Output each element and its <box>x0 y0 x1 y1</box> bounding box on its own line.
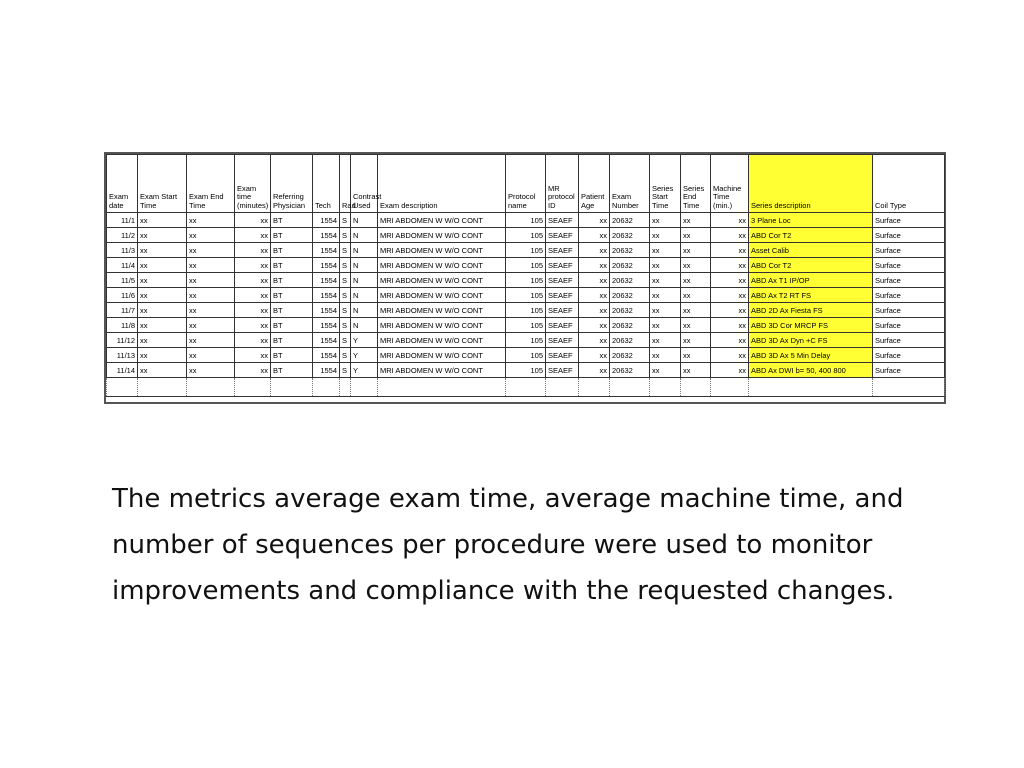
table-cell: BT <box>271 213 313 228</box>
table-cell: xx <box>187 258 235 273</box>
table-cell: xx <box>138 273 187 288</box>
empty-cell <box>271 378 313 397</box>
table-cell: 11/5 <box>107 273 138 288</box>
table-cell: 20632 <box>610 213 650 228</box>
table-cell: ABD 2D Ax Fiesta FS <box>749 303 873 318</box>
table-cell: Surface <box>873 303 945 318</box>
table-cell: xx <box>579 303 610 318</box>
table-cell: SEAEF <box>546 228 579 243</box>
table-cell: xx <box>681 288 711 303</box>
empty-cell <box>138 378 187 397</box>
table-row <box>107 258 945 273</box>
table-cell: xx <box>650 213 681 228</box>
column-header: Tech <box>313 155 340 213</box>
table-cell: xx <box>579 288 610 303</box>
table-cell: 11/3 <box>107 243 138 258</box>
table-cell: S <box>340 243 351 258</box>
empty-cell <box>873 378 945 397</box>
column-header: Machine Time (min.) <box>711 155 749 213</box>
table-cell: 11/8 <box>107 318 138 333</box>
table-cell: 11/7 <box>107 303 138 318</box>
column-header: Exam date <box>107 155 138 213</box>
table-cell: 11/14 <box>107 363 138 378</box>
table-cell: xx <box>187 363 235 378</box>
table-cell: xx <box>650 303 681 318</box>
table-cell: N <box>351 258 378 273</box>
table-cell: xx <box>681 348 711 363</box>
table-cell: xx <box>187 228 235 243</box>
table-cell: S <box>340 258 351 273</box>
table-cell: xx <box>681 243 711 258</box>
table-cell: MRI ABDOMEN W W/O CONT <box>378 303 506 318</box>
table-cell: xx <box>138 243 187 258</box>
table-cell: Asset Calib <box>749 243 873 258</box>
table-cell: Surface <box>873 243 945 258</box>
table-cell: Surface <box>873 333 945 348</box>
table-cell: 11/13 <box>107 348 138 363</box>
table-cell: xx <box>138 303 187 318</box>
table-cell: 20632 <box>610 288 650 303</box>
table-cell: xx <box>235 228 271 243</box>
table-cell: N <box>351 273 378 288</box>
table-cell: 20632 <box>610 243 650 258</box>
table-row <box>107 288 945 303</box>
table-cell: BT <box>271 258 313 273</box>
table-cell: MRI ABDOMEN W W/O CONT <box>378 243 506 258</box>
table-cell: xx <box>235 273 271 288</box>
table-cell: 11/4 <box>107 258 138 273</box>
table-cell: 1554 <box>313 213 340 228</box>
table-cell: xx <box>138 258 187 273</box>
table-cell: ABD Ax T2 RT FS <box>749 288 873 303</box>
column-header: Exam End Time <box>187 155 235 213</box>
table-cell: Surface <box>873 273 945 288</box>
table-cell: SEAEF <box>546 258 579 273</box>
empty-cell <box>107 378 138 397</box>
table-cell: S <box>340 273 351 288</box>
table-cell: xx <box>579 213 610 228</box>
table-cell: S <box>340 333 351 348</box>
table-cell: xx <box>138 363 187 378</box>
table-cell: xx <box>650 363 681 378</box>
empty-cell <box>579 378 610 397</box>
table-cell: SEAEF <box>546 288 579 303</box>
column-header: Exam description <box>378 155 506 213</box>
empty-cell <box>681 378 711 397</box>
table-cell: SEAEF <box>546 318 579 333</box>
table-cell: N <box>351 213 378 228</box>
table-cell: xx <box>711 303 749 318</box>
table-cell: 20632 <box>610 303 650 318</box>
table-cell: xx <box>711 348 749 363</box>
table-cell: SEAEF <box>546 348 579 363</box>
table-cell: 1554 <box>313 228 340 243</box>
table-cell: xx <box>681 318 711 333</box>
table-cell: xx <box>711 273 749 288</box>
table-cell: xx <box>711 318 749 333</box>
table-cell: xx <box>711 228 749 243</box>
table-cell: 105 <box>506 318 546 333</box>
table-cell: Y <box>351 363 378 378</box>
table-cell: xx <box>235 258 271 273</box>
table-cell: SEAEF <box>546 333 579 348</box>
table-cell: 20632 <box>610 273 650 288</box>
table-cell: 20632 <box>610 348 650 363</box>
table-cell: 3 Plane Loc <box>749 213 873 228</box>
empty-row <box>107 378 945 397</box>
empty-cell <box>187 378 235 397</box>
empty-cell <box>749 378 873 397</box>
table-cell: xx <box>235 363 271 378</box>
table-cell: BT <box>271 273 313 288</box>
column-header: Contrast Used <box>351 155 378 213</box>
table-cell: S <box>340 213 351 228</box>
table-row <box>107 213 945 228</box>
table-cell: 11/6 <box>107 288 138 303</box>
column-header: MR protocol ID <box>546 155 579 213</box>
table-cell: xx <box>650 228 681 243</box>
table-cell: 11/2 <box>107 228 138 243</box>
table-cell: BT <box>271 303 313 318</box>
table-cell: xx <box>579 228 610 243</box>
table-cell: ABD 3D Ax 5 Min Delay <box>749 348 873 363</box>
table-cell: 105 <box>506 303 546 318</box>
table-cell: xx <box>187 318 235 333</box>
table-cell: Y <box>351 333 378 348</box>
column-header: Coil Type <box>873 155 945 213</box>
table-cell: S <box>340 303 351 318</box>
table-cell: xx <box>579 318 610 333</box>
table-cell: 1554 <box>313 333 340 348</box>
table-cell: 20632 <box>610 333 650 348</box>
table-row <box>107 333 945 348</box>
table-cell: MRI ABDOMEN W W/O CONT <box>378 348 506 363</box>
table-cell: xx <box>235 243 271 258</box>
table-cell: MRI ABDOMEN W W/O CONT <box>378 288 506 303</box>
table-cell: BT <box>271 363 313 378</box>
table-cell: SEAEF <box>546 363 579 378</box>
table-cell: BT <box>271 228 313 243</box>
table-cell: xx <box>681 213 711 228</box>
table-cell: BT <box>271 318 313 333</box>
table-cell: S <box>340 363 351 378</box>
caption-text: The metrics average exam time, average machine time, and number of sequences per procedure were used to monitor improvements and compliance with the requested changes. <box>112 484 904 606</box>
empty-cell <box>506 378 546 397</box>
table-cell: SEAEF <box>546 243 579 258</box>
spreadsheet-image <box>104 152 946 404</box>
table-cell: ABD Ax DWI b= 50, 400 800 <box>749 363 873 378</box>
table-row <box>107 303 945 318</box>
table-cell: xx <box>187 273 235 288</box>
table-row <box>107 243 945 258</box>
table-cell: xx <box>681 303 711 318</box>
table-cell: ABD 3D Ax Dyn +C FS <box>749 333 873 348</box>
column-header: Exam time (minutes) <box>235 155 271 213</box>
table-cell: xx <box>187 303 235 318</box>
table-cell: xx <box>681 333 711 348</box>
table-cell: SEAEF <box>546 273 579 288</box>
table-cell: BT <box>271 288 313 303</box>
table-cell: xx <box>138 318 187 333</box>
table-cell: 20632 <box>610 363 650 378</box>
column-header: Referring Physician <box>271 155 313 213</box>
table-cell: ABD Ax T1 IP/OP <box>749 273 873 288</box>
table-cell: S <box>340 288 351 303</box>
table-cell: 1554 <box>313 303 340 318</box>
table-cell: N <box>351 243 378 258</box>
table-cell: xx <box>711 243 749 258</box>
column-header: Exam Number <box>610 155 650 213</box>
table-cell: Surface <box>873 228 945 243</box>
table-cell: 1554 <box>313 348 340 363</box>
table-cell: xx <box>650 273 681 288</box>
table-cell: 11/12 <box>107 333 138 348</box>
table-cell: 20632 <box>610 258 650 273</box>
table-cell: Surface <box>873 318 945 333</box>
table-cell: Surface <box>873 258 945 273</box>
table-cell: 11/1 <box>107 213 138 228</box>
table-cell: BT <box>271 333 313 348</box>
table-cell: xx <box>235 348 271 363</box>
table-cell: xx <box>187 243 235 258</box>
table-cell: BT <box>271 243 313 258</box>
table-cell: 20632 <box>610 228 650 243</box>
table-cell: xx <box>711 363 749 378</box>
table-cell: 1554 <box>313 258 340 273</box>
table-cell: Surface <box>873 213 945 228</box>
table-cell: 105 <box>506 243 546 258</box>
table-cell: 105 <box>506 288 546 303</box>
table-cell: xx <box>579 258 610 273</box>
table-row <box>107 228 945 243</box>
table-cell: 1554 <box>313 363 340 378</box>
table-cell: xx <box>681 228 711 243</box>
table-cell: xx <box>711 213 749 228</box>
table-cell: 105 <box>506 258 546 273</box>
table-cell: Surface <box>873 363 945 378</box>
table-cell: Surface <box>873 348 945 363</box>
table-row <box>107 273 945 288</box>
table-cell: xx <box>235 288 271 303</box>
table-cell: xx <box>650 318 681 333</box>
column-header: Series Start Time <box>650 155 681 213</box>
table-cell: xx <box>650 243 681 258</box>
table-cell: xx <box>650 348 681 363</box>
table-cell: xx <box>579 273 610 288</box>
table-cell: xx <box>579 348 610 363</box>
empty-cell <box>711 378 749 397</box>
table-cell: MRI ABDOMEN W W/O CONT <box>378 363 506 378</box>
table-cell: xx <box>187 348 235 363</box>
column-header: Rad <box>340 155 351 213</box>
table-cell: xx <box>681 258 711 273</box>
table-cell: xx <box>650 333 681 348</box>
table-cell: ABD Cor T2 <box>749 228 873 243</box>
table-cell: 105 <box>506 333 546 348</box>
table-cell: BT <box>271 348 313 363</box>
empty-cell <box>351 378 378 397</box>
column-header: Patient Age <box>579 155 610 213</box>
table-header-row <box>107 155 945 213</box>
table-cell: 105 <box>506 213 546 228</box>
table-cell: xx <box>138 348 187 363</box>
table-cell: MRI ABDOMEN W W/O CONT <box>378 228 506 243</box>
empty-cell <box>650 378 681 397</box>
table-row <box>107 363 945 378</box>
table-cell: Y <box>351 348 378 363</box>
table-cell: MRI ABDOMEN W W/O CONT <box>378 258 506 273</box>
table-cell: SEAEF <box>546 213 579 228</box>
table-cell: xx <box>187 333 235 348</box>
table-cell: N <box>351 318 378 333</box>
table-cell: xx <box>187 288 235 303</box>
table-cell: 105 <box>506 363 546 378</box>
table-cell: xx <box>235 213 271 228</box>
table-row <box>107 348 945 363</box>
table-cell: MRI ABDOMEN W W/O CONT <box>378 318 506 333</box>
table-cell: xx <box>681 273 711 288</box>
table-cell: MRI ABDOMEN W W/O CONT <box>378 213 506 228</box>
table-cell: xx <box>235 318 271 333</box>
table-cell: ABD Cor T2 <box>749 258 873 273</box>
table-cell: xx <box>138 228 187 243</box>
empty-cell <box>610 378 650 397</box>
table-cell: 1554 <box>313 318 340 333</box>
table-cell: xx <box>579 363 610 378</box>
table-cell: MRI ABDOMEN W W/O CONT <box>378 273 506 288</box>
table-cell: xx <box>711 333 749 348</box>
table-cell: 105 <box>506 348 546 363</box>
column-header: Series End Time <box>681 155 711 213</box>
table-cell: xx <box>650 258 681 273</box>
empty-cell <box>235 378 271 397</box>
table-cell: xx <box>138 333 187 348</box>
table-cell: xx <box>138 213 187 228</box>
table-cell: Surface <box>873 288 945 303</box>
table-cell: xx <box>711 288 749 303</box>
empty-cell <box>378 378 506 397</box>
column-header: Series description <box>749 155 873 213</box>
empty-cell <box>313 378 340 397</box>
table-cell: 20632 <box>610 318 650 333</box>
table-cell: S <box>340 348 351 363</box>
table-cell: xx <box>681 363 711 378</box>
table-cell: N <box>351 303 378 318</box>
table-cell: 1554 <box>313 273 340 288</box>
table-cell: xx <box>235 303 271 318</box>
table-row <box>107 318 945 333</box>
table-cell: N <box>351 228 378 243</box>
column-header: Protocol name <box>506 155 546 213</box>
empty-cell <box>546 378 579 397</box>
table-cell: 1554 <box>313 243 340 258</box>
table-cell: 105 <box>506 228 546 243</box>
empty-cell <box>340 378 351 397</box>
table-cell: S <box>340 318 351 333</box>
table-cell: xx <box>579 243 610 258</box>
table-cell: xx <box>579 333 610 348</box>
table-cell: 105 <box>506 273 546 288</box>
table-cell: N <box>351 288 378 303</box>
column-header: Exam Start Time <box>138 155 187 213</box>
exam-data-table <box>106 154 945 397</box>
table-cell: xx <box>235 333 271 348</box>
table-cell: xx <box>138 288 187 303</box>
table-cell: SEAEF <box>546 303 579 318</box>
table-cell: MRI ABDOMEN W W/O CONT <box>378 333 506 348</box>
table-cell: ABD 3D Cor MRCP FS <box>749 318 873 333</box>
table-cell: xx <box>650 288 681 303</box>
table-cell: 1554 <box>313 288 340 303</box>
table-cell: S <box>340 228 351 243</box>
table-cell: xx <box>711 258 749 273</box>
table-cell: xx <box>187 213 235 228</box>
